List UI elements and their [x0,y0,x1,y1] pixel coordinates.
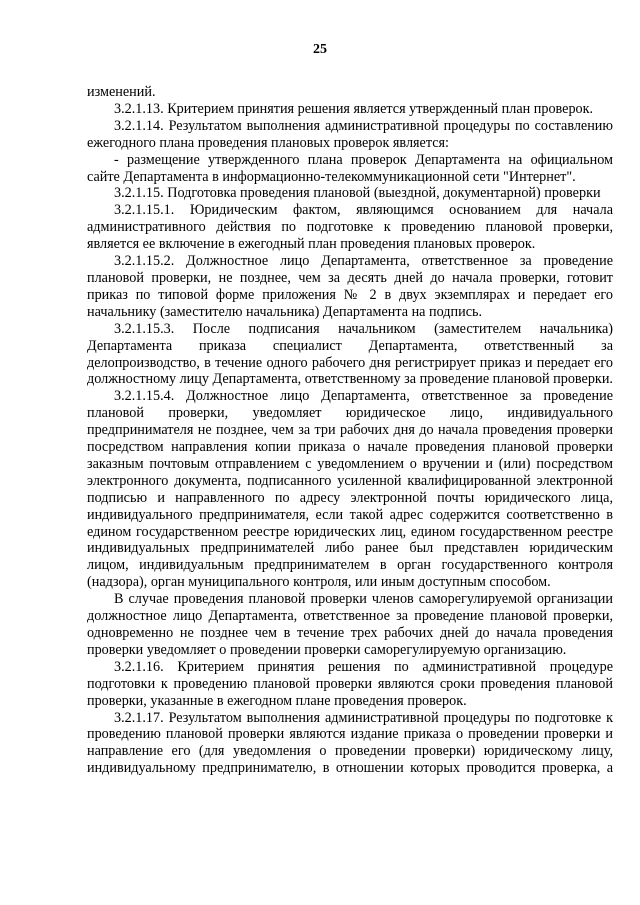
paragraph: 3.2.1.15.2. Должностное лицо Департамента, ответственное за проведение плановой проверки, не позднее, чем за десять дней до начала проверки, готовит приказ по типовой форме приложения № 2 в двух экземплярах и передает его начальнику (заместителю начальника) Департамента на подпись. [87,253,613,320]
paragraph: - размещение утвержденного плана проверок Департамента на официальном сайте Департамента в информационно-телекоммуникационной сети "Интернет". [87,151,613,185]
paragraph: 3.2.1.14. Результатом выполнения административной процедуры по составлению ежегодного плана проведения плановых проверок является: [87,117,613,151]
paragraph: 3.2.1.17. Результатом выполнения административной процедуры по подготовке к проведению плановой проверки являются издание приказа о проведении проверки и направление его (для уведомления о проведении проверки) юридическому лицу, индивидуальному предпринимателю, в отношении которых проводится проверка, а [87,709,613,777]
paragraph: 3.2.1.15.1. Юридическим фактом, являющимся основанием для начала административного действия по подготовке к проведению плановой проверки, является ее включение в ежегодный план проведения плановых проверок. [87,202,613,253]
paragraph: 3.2.1.16. Критерием принятия решения по административной процедуре подготовки к проведению плановой проверки являются сроки проведения плановой проверки, указанные в ежегодном плане проведения проверок. [87,658,613,709]
paragraph: 3.2.1.15. Подготовка проведения плановой (выездной, документарной) проверки [114,185,601,202]
paragraph: изменений. [87,84,156,100]
paragraph: В случае проведения плановой проверки членов саморегулируемой организации должностное лицо Департамента, ответственное за проведение плановой проверки, одновременно не позднее чем в течение трех рабочих дней до начала проведения проверки уведомляет о проведении проверки саморегулируемую организацию. [87,591,613,658]
paragraph: 3.2.1.15.3. После подписания начальником (заместителем начальника) Департамента приказа специалист Департамента, ответственный за делопроизводство, в течение одного рабочего дня регистрирует приказ и передает его должностному лицу Департамента, ответственному за проведение плановой проверки. [87,320,613,388]
paragraph: 3.2.1.13. Критерием принятия решения является утвержденный план проверок. [114,100,594,117]
page-number: 25 [313,42,327,57]
document-body [87,84,613,777]
paragraph: 3.2.1.15.4. Должностное лицо Департамента, ответственное за проведение плановой проверки, уведомляет юридическое лицо, индивидуального предпринимателя не позднее, чем за три рабочих дня до начала проведения проверки посредством направления копии приказа о начале проведения плановой проверки заказным почтовым отправлением с уведомлением о вручении и (или) посредством электронного документа, подписанного усиленной квалифицированной электронной подписью и направленного по адресу электронной почты юридического лица, индивидуального предпринимателя, если такой адрес содержится соответственно в едином государственном реестре юридических лиц, едином государственном реестре индивидуальных предпринимателей либо ранее был представлен юридическим лицом, индивидуальным предпринимателем в орган государственного контроля (надзора), орган муниципального контроля, или иным доступным способом. [87,388,613,591]
